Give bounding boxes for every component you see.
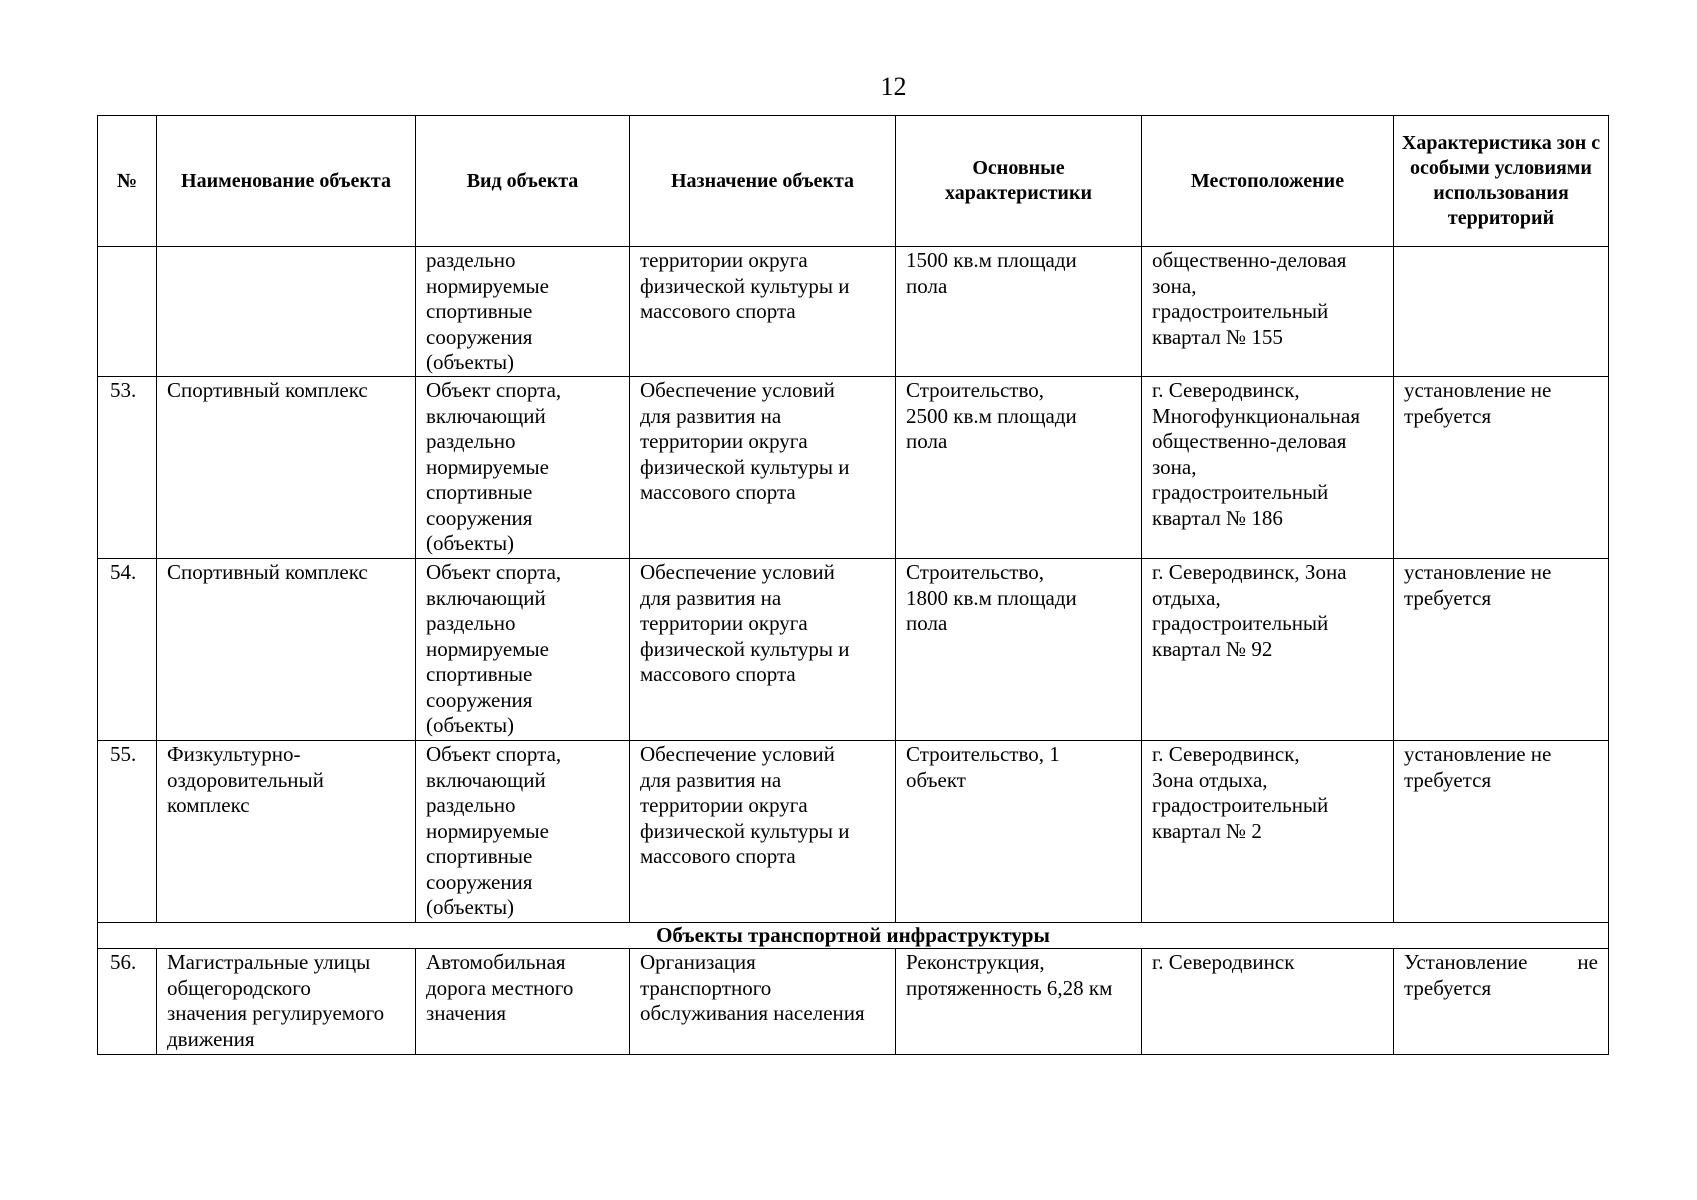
header-object-name: Наименование объекта	[157, 116, 416, 247]
header-number: №	[98, 116, 157, 247]
page-number: 12	[880, 72, 907, 101]
cell-number: 56.	[98, 949, 157, 1055]
header-object-purpose: Назначение объекта	[630, 116, 896, 247]
cell-object-purpose: Организация транспортного обслуживания населения	[630, 949, 896, 1055]
cell-object-name	[157, 247, 416, 377]
table-row	[98, 559, 1609, 741]
table-row	[98, 949, 1609, 1055]
cell-main-characteristics: Строительство, 2500 кв.м площади пола	[896, 377, 1142, 559]
cell-object-purpose: территории округа физической культуры и массового спорта	[630, 247, 896, 377]
cell-location: г. Северодвинск, Зона отдыха, градостроительный квартал № 2	[1142, 741, 1394, 923]
cell-object-type: Объект спорта, включающий раздельно нормируемые спортивные сооружения (объекты)	[416, 559, 630, 741]
header-location: Местоположение	[1142, 116, 1394, 247]
cell-number: 54.	[98, 559, 157, 741]
header-main-characteristics: Основные характеристики	[896, 116, 1142, 247]
cell-special-zones: установление не требуется	[1394, 559, 1609, 741]
cell-object-name: Физкультурно- оздоровительный комплекс	[157, 741, 416, 923]
cell-special-zones: установление не требуется	[1394, 377, 1609, 559]
header-special-zones: Характеристика зон с особыми условиями использования территорий	[1394, 116, 1609, 247]
cell-number	[98, 247, 157, 377]
cell-special-zones	[1394, 247, 1609, 377]
cell-object-name: Спортивный комплекс	[157, 559, 416, 741]
table-row	[98, 247, 1609, 377]
table-header-row	[98, 116, 1609, 247]
cell-object-purpose: Обеспечение условий для развития на территории округа физической культуры и массового спорта	[630, 559, 896, 741]
cell-object-type: раздельно нормируемые спортивные сооружения (объекты)	[416, 247, 630, 377]
table-row	[98, 377, 1609, 559]
cell-number: 55.	[98, 741, 157, 923]
cell-location: г. Северодвинск, Многофункциональная общественно-деловая зона, градостроительный квартал № 186	[1142, 377, 1394, 559]
cell-object-purpose: Обеспечение условий для развития на территории округа физической культуры и массового спорта	[630, 741, 896, 923]
cell-special-zones: установление не требуется	[1394, 741, 1609, 923]
zones-line-1: Установление не	[1404, 950, 1598, 974]
cell-special-zones	[1394, 949, 1609, 1055]
cell-location: общественно-деловая зона, градостроительный квартал № 155	[1142, 247, 1394, 377]
planning-objects-table	[97, 115, 1609, 1055]
cell-main-characteristics: 1500 кв.м площади пола	[896, 247, 1142, 377]
cell-object-purpose: Обеспечение условий для развития на территории округа физической культуры и массового спорта	[630, 377, 896, 559]
header-object-type: Вид объекта	[416, 116, 630, 247]
cell-object-type: Объект спорта, включающий раздельно нормируемые спортивные сооружения (объекты)	[416, 377, 630, 559]
cell-number: 53.	[98, 377, 157, 559]
cell-main-characteristics: Строительство, 1800 кв.м площади пола	[896, 559, 1142, 741]
cell-main-characteristics: Реконструкция, протяженность 6,28 км	[896, 949, 1142, 1055]
cell-object-type: Объект спорта, включающий раздельно нормируемые спортивные сооружения (объекты)	[416, 741, 630, 923]
zones-line-2: требуется	[1404, 975, 1492, 1000]
table-row	[98, 741, 1609, 923]
cell-location: г. Северодвинск, Зона отдыха, градостроительный квартал № 92	[1142, 559, 1394, 741]
cell-object-name: Магистральные улицы общегородского значения регулируемого движения	[157, 949, 416, 1055]
section-header-row	[98, 923, 1609, 949]
cell-location: г. Северодвинск	[1142, 949, 1394, 1055]
section-title: Объекты транспортной инфраструктуры	[98, 923, 1609, 949]
cell-object-name: Спортивный комплекс	[157, 377, 416, 559]
cell-object-type: Автомобильная дорога местного значения	[416, 949, 630, 1055]
cell-main-characteristics: Строительство, 1 объект	[896, 741, 1142, 923]
